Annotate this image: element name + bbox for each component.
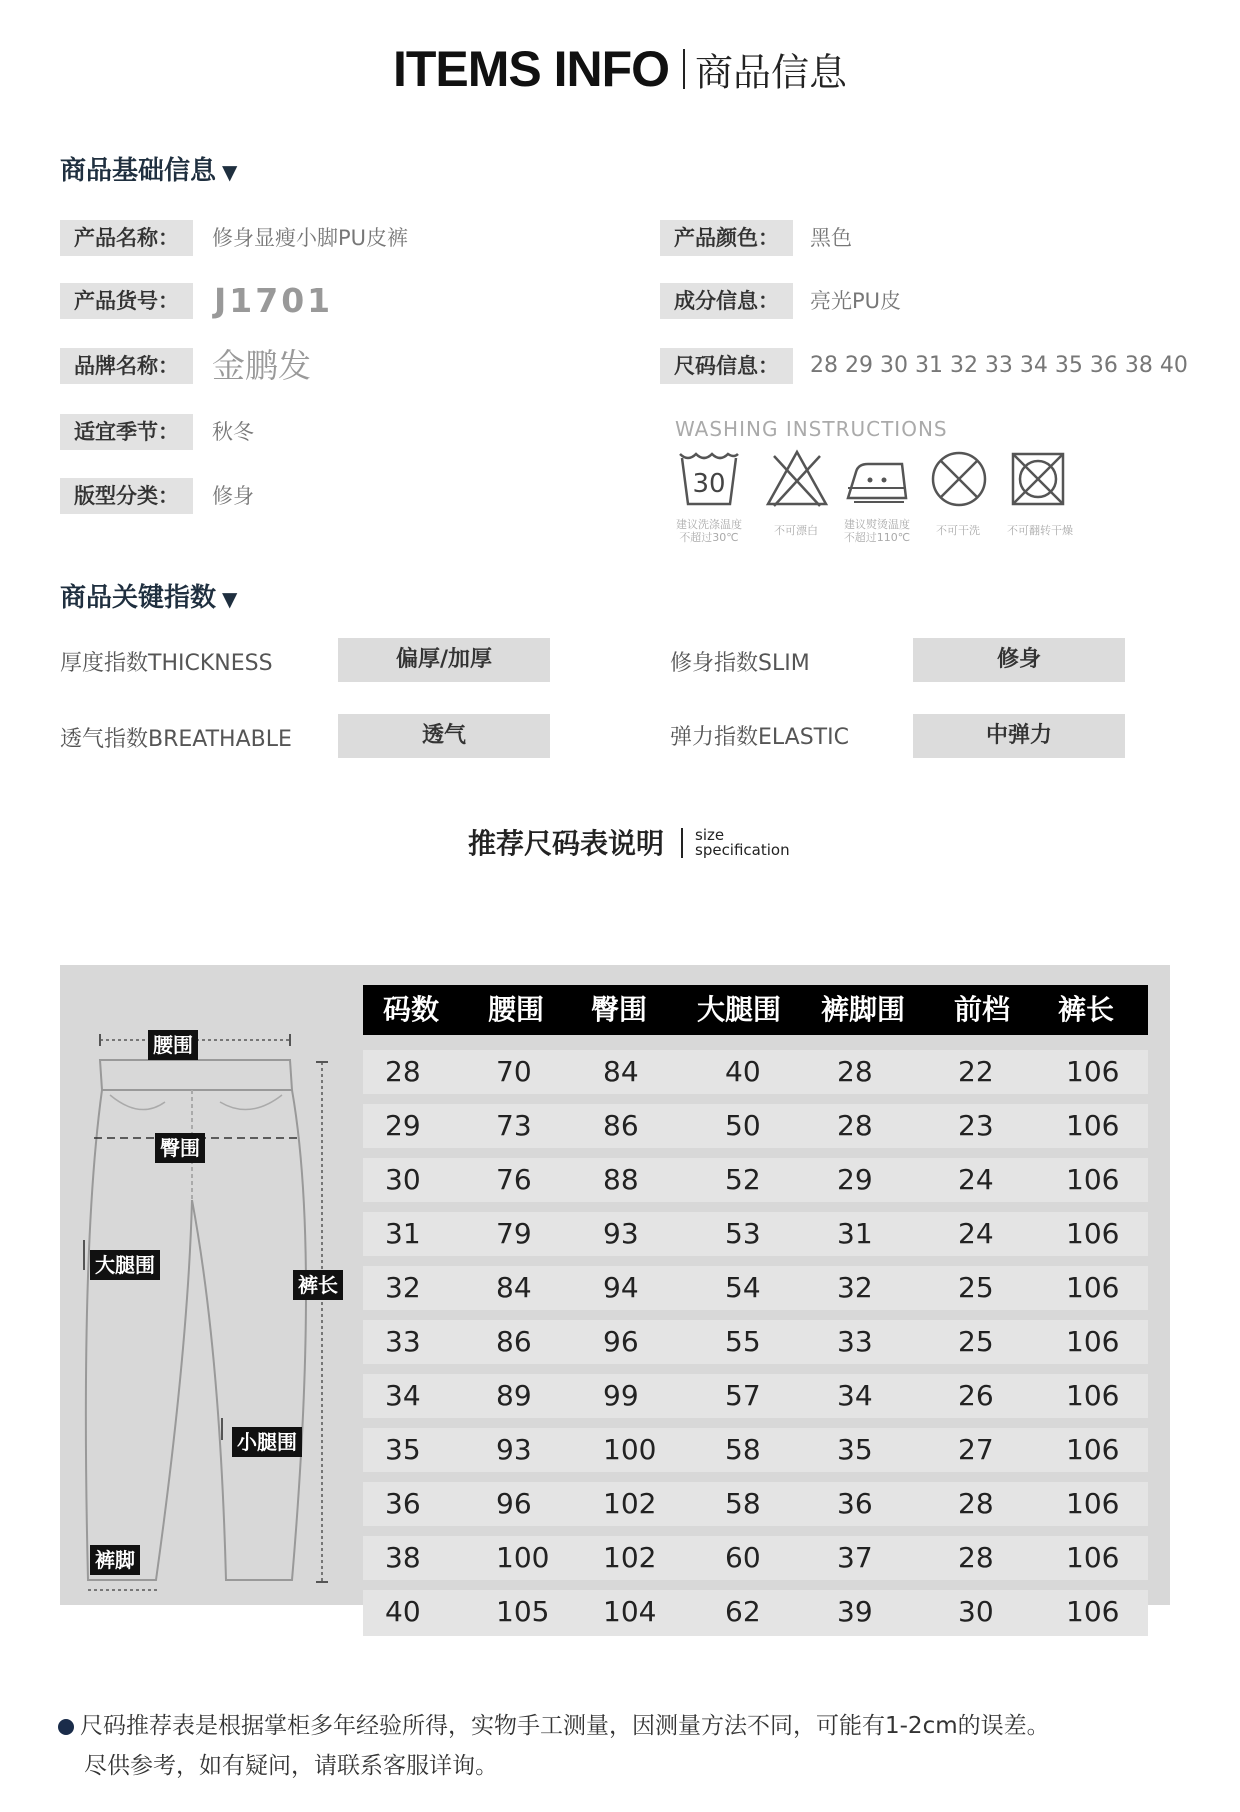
- table-cell: 84: [603, 1055, 639, 1088]
- table-cell: 38: [385, 1541, 421, 1574]
- table-cell: 102: [603, 1487, 657, 1520]
- table-cell: 32: [837, 1271, 873, 1304]
- table-cell: 106: [1066, 1217, 1120, 1250]
- table-row: [363, 1536, 1148, 1580]
- elastic-label: 弹力指数ELASTIC: [670, 725, 849, 750]
- iron-caption: [830, 518, 924, 544]
- table-row: [363, 1266, 1148, 1310]
- no-tumble-dry-icon: [1005, 448, 1071, 514]
- table-cell: 106: [1066, 1595, 1120, 1628]
- table-cell: 96: [496, 1487, 532, 1520]
- color-label: 产品颜色：: [660, 220, 793, 256]
- fit-value: 修身: [212, 484, 254, 508]
- table-cell: 89: [496, 1379, 532, 1412]
- iron-110-icon: [844, 448, 910, 514]
- product-code-label: 产品货号：: [60, 283, 193, 319]
- table-cell: 73: [496, 1109, 532, 1142]
- table-cell: 33: [837, 1325, 873, 1358]
- season-label: 适宜季节：: [60, 414, 193, 450]
- table-cell: 58: [725, 1487, 761, 1520]
- material-value: 亮光PU皮: [810, 289, 902, 313]
- table-cell: 106: [1066, 1163, 1120, 1196]
- diagram-label-calf: 小腿围: [232, 1427, 302, 1457]
- breathable-value: 透气: [338, 714, 550, 758]
- basic-info-title-text: 商品基础信息: [60, 156, 217, 186]
- table-row: [363, 1104, 1148, 1148]
- table-cell: 86: [496, 1325, 532, 1358]
- table-cell: 29: [837, 1163, 873, 1196]
- breathable-label: 透气指数BREATHABLE: [60, 727, 292, 752]
- table-cell: 25: [958, 1325, 994, 1358]
- no-bleach-caption: 不可漂白: [774, 524, 818, 537]
- washing-title: WASHING INSTRUCTIONS: [675, 417, 948, 441]
- table-cell: 55: [725, 1325, 761, 1358]
- table-cell: 62: [725, 1595, 761, 1628]
- table-cell: 93: [496, 1433, 532, 1466]
- slim-label: 修身指数SLIM: [670, 651, 810, 676]
- table-cell: 28: [837, 1055, 873, 1088]
- diagram-label-hip: 臀围: [155, 1133, 205, 1163]
- table-cell: 100: [496, 1541, 550, 1574]
- table-cell: 24: [958, 1217, 994, 1250]
- size-spec-en-line1: size: [695, 826, 725, 844]
- table-cell: 105: [496, 1595, 550, 1628]
- table-cell: 34: [837, 1379, 873, 1412]
- table-cell: 28: [385, 1055, 421, 1088]
- pants-diagram: [70, 1020, 360, 1600]
- table-row: [363, 1320, 1148, 1364]
- header-divider: [683, 49, 685, 89]
- table-cell: 88: [603, 1163, 639, 1196]
- table-cell: 32: [385, 1271, 421, 1304]
- table-row: [363, 1428, 1148, 1472]
- diagram-label-hem: 裤脚: [90, 1545, 140, 1575]
- product-name-value: 修身显瘦小脚PU皮裤: [212, 226, 409, 250]
- table-cell: 23: [958, 1109, 994, 1142]
- table-cell: 36: [837, 1487, 873, 1520]
- table-cell: 96: [603, 1325, 639, 1358]
- product-name-label: 产品名称：: [60, 220, 193, 256]
- basic-info-title: [60, 150, 237, 187]
- table-row: [363, 1212, 1148, 1256]
- no-bleach-icon: [764, 448, 830, 514]
- iron-caption-line2: 不超过110℃: [843, 531, 911, 544]
- table-cell: 40: [385, 1595, 421, 1628]
- table-cell: 106: [1066, 1325, 1120, 1358]
- table-cell: 60: [725, 1541, 761, 1574]
- table-cell: 106: [1066, 1271, 1120, 1304]
- table-cell: 31: [385, 1217, 421, 1250]
- diagram-label-waist: 腰围: [148, 1030, 198, 1060]
- bullet-icon: [58, 1719, 74, 1735]
- table-cell: 28: [958, 1541, 994, 1574]
- wash-30-icon: [676, 448, 742, 514]
- table-cell: 26: [958, 1379, 994, 1412]
- table-cell: 53: [725, 1217, 761, 1250]
- table-cell: 76: [496, 1163, 532, 1196]
- table-cell: 99: [603, 1379, 639, 1412]
- size-spec-en-line2: specification: [695, 841, 790, 859]
- thickness-label: 厚度指数THICKNESS: [60, 651, 273, 676]
- diagram-label-length: 裤长: [293, 1270, 343, 1300]
- key-index-title: [60, 577, 237, 614]
- size-spec-divider: [681, 828, 683, 858]
- table-cell: 104: [603, 1595, 657, 1628]
- size-info-label: 尺码信息：: [660, 348, 793, 384]
- table-cell: 79: [496, 1217, 532, 1250]
- table-cell: 39: [837, 1595, 873, 1628]
- table-cell: 84: [496, 1271, 532, 1304]
- header-title-cn: 商品信息: [695, 50, 848, 95]
- material-label: 成分信息：: [660, 283, 793, 319]
- elastic-value: 中弹力: [913, 714, 1125, 758]
- table-cell: 34: [385, 1379, 421, 1412]
- th-thigh: 大腿围: [697, 993, 782, 1026]
- note-line1: 尺码推荐表是根据掌柜多年经验所得，实物手工测量，因测量方法不同，可能有1-2cm的误差。: [80, 1713, 1050, 1739]
- size-info-value: 28 29 30 31 32 33 34 35 36 38 40: [810, 353, 1188, 378]
- table-cell: 54: [725, 1271, 761, 1304]
- table-cell: 86: [603, 1109, 639, 1142]
- table-cell: 30: [385, 1163, 421, 1196]
- no-tumble-dry-caption: 不可翻转干燥: [1007, 524, 1073, 537]
- triangle-down-icon: ▼: [222, 160, 238, 184]
- table-cell: 106: [1066, 1055, 1120, 1088]
- table-cell: 52: [725, 1163, 761, 1196]
- page-header: [0, 40, 1240, 98]
- product-code-value: J1701: [214, 281, 334, 320]
- table-cell: 40: [725, 1055, 761, 1088]
- brand-name-value: 金鹏发: [212, 346, 311, 385]
- table-cell: 36: [385, 1487, 421, 1520]
- diagram-label-thigh: 大腿围: [90, 1250, 160, 1280]
- table-cell: 37: [837, 1541, 873, 1574]
- table-row: [363, 1050, 1148, 1094]
- table-row: [363, 1374, 1148, 1418]
- table-cell: 58: [725, 1433, 761, 1466]
- table-cell: 28: [837, 1109, 873, 1142]
- table-cell: 70: [496, 1055, 532, 1088]
- fit-label: 版型分类：: [60, 478, 193, 514]
- table-cell: 106: [1066, 1379, 1120, 1412]
- size-spec-en: [695, 828, 790, 858]
- table-cell: 106: [1066, 1109, 1120, 1142]
- size-spec-title: 推荐尺码表说明: [468, 827, 665, 860]
- table-cell: 22: [958, 1055, 994, 1088]
- th-size: 码数: [383, 993, 440, 1026]
- table-cell: 93: [603, 1217, 639, 1250]
- table-cell: 24: [958, 1163, 994, 1196]
- table-cell: 25: [958, 1271, 994, 1304]
- header-title-en: ITEMS INFO: [392, 41, 670, 97]
- table-row: [363, 1482, 1148, 1526]
- th-length: 裤长: [1058, 993, 1115, 1026]
- th-rise: 前档: [954, 993, 1011, 1026]
- table-cell: 31: [837, 1217, 873, 1250]
- wash-temp-text: 30: [692, 469, 726, 499]
- iron-caption-line1: 建议熨烫温度: [844, 518, 910, 531]
- no-dry-clean-caption: 不可干洗: [936, 524, 980, 537]
- table-cell: 102: [603, 1541, 657, 1574]
- table-cell: 57: [725, 1379, 761, 1412]
- size-note: [58, 1706, 1218, 1786]
- wash-caption: [664, 518, 754, 544]
- color-value: 黑色: [810, 226, 852, 250]
- wash-caption-line1: 建议洗涤温度: [676, 518, 742, 531]
- no-dry-clean-icon: [926, 448, 992, 514]
- season-value: 秋冬: [212, 420, 254, 444]
- table-cell: 50: [725, 1109, 761, 1142]
- table-cell: 35: [837, 1433, 873, 1466]
- triangle-down-icon: ▼: [222, 587, 238, 611]
- th-hip: 臀围: [591, 993, 648, 1026]
- table-cell: 35: [385, 1433, 421, 1466]
- table-cell: 29: [385, 1109, 421, 1142]
- slim-value: 修身: [913, 638, 1125, 682]
- table-cell: 100: [603, 1433, 657, 1466]
- table-cell: 27: [958, 1433, 994, 1466]
- wash-caption-line2: 不超过30℃: [679, 531, 739, 544]
- table-cell: 94: [603, 1271, 639, 1304]
- table-cell: 28: [958, 1487, 994, 1520]
- key-index-title-text: 商品关键指数: [60, 583, 217, 613]
- table-cell: 33: [385, 1325, 421, 1358]
- table-row: [363, 1590, 1148, 1636]
- table-row: [363, 1158, 1148, 1202]
- th-hem: 裤脚围: [821, 993, 906, 1026]
- size-table-header: [363, 985, 1148, 1035]
- table-cell: 30: [958, 1595, 994, 1628]
- th-waist: 腰围: [488, 993, 545, 1026]
- note-line2: 尽供参考，如有疑问，请联系客服详询。: [84, 1753, 498, 1779]
- table-cell: 106: [1066, 1541, 1120, 1574]
- thickness-value: 偏厚/加厚: [338, 638, 550, 682]
- brand-name-label: 品牌名称：: [60, 348, 193, 384]
- table-cell: 106: [1066, 1433, 1120, 1466]
- table-cell: 106: [1066, 1487, 1120, 1520]
